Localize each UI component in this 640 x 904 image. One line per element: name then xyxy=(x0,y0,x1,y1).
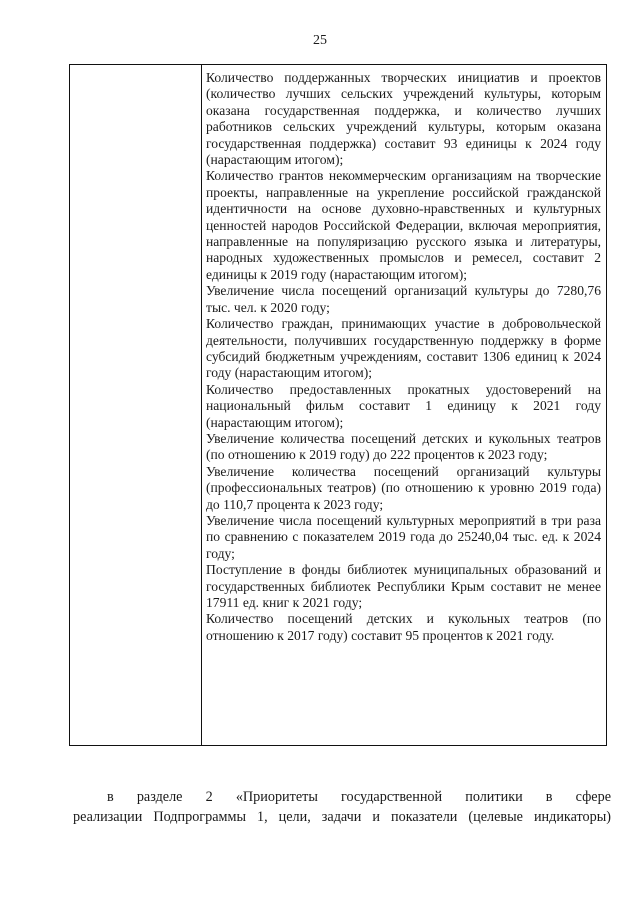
indicators-table xyxy=(69,64,607,746)
indicator-children-theatres-2021: Количество посещений детских и кукольных театров (по отношению к 2017 году) составит 95 процентов к 2021 году. xyxy=(206,611,601,643)
section-paragraph xyxy=(73,787,611,827)
indicator-nonprofit-grants: Количество грантов некоммерческим организациям на творческие проекты, направленные на укрепление российской гражданской идентичности на основе духовно-нравственных и культурных ценностей народов Российской Федерации, включая мероприятия, направленные на популяризацию русского языка и литературы, народных художественных промыслов и ремесел, составит 2 единицы к 2019 году (нарастающим итогом); xyxy=(206,168,601,282)
indicator-film-certificates: Количество предоставленных прокатных удостоверений на национальный фильм составит 1 единицу к 2021 году (нарастающим итогом); xyxy=(206,381,601,430)
paragraph-line-1: в разделе 2 «Приоритеты государственной политики в сфере xyxy=(107,789,611,805)
paragraph-line-2: реализации Подпрограммы 1, цели, задачи и показатели (целевые индикаторы) xyxy=(73,809,611,825)
indicator-creative-initiatives: Количество поддержанных творческих инициатив и проектов (количество лучших сельских учреждений культуры, которым оказана государственная поддержка, и количество лучших работников сельских учреждений культуры, которым оказана государственная поддержка) составит 93 единицы к 2024 году (нарастающим итогом); xyxy=(206,70,601,168)
table-left-cell xyxy=(70,65,202,745)
table-right-cell xyxy=(202,65,606,745)
indicator-library-funds: Поступление в фонды библиотек муниципальных образований и государственных библиотек Республики Крым составит не менее 17911 ед. книг к 2021 году; xyxy=(206,562,601,610)
indicator-children-theatres: Увеличение количества посещений детских и кукольных театров (по отношению к 2019 году) до 222 процентов к 2023 году; xyxy=(206,430,601,463)
indicator-cultural-events: Увеличение числа посещений культурных мероприятий в три раза по сравнению с показателем 2019 года до 25240,04 тыс. ед. к 2024 году; xyxy=(206,512,601,561)
indicator-culture-visits-2020: Увеличение числа посещений организаций культуры до 7280,76 тыс. чел. к 2020 году; xyxy=(206,283,601,315)
indicator-professional-theatres: Увеличение количества посещений организаций культуры (профессиональных театров) (по отношению к уровню 2019 года) до 110,7 процента к 2023 году; xyxy=(206,463,601,512)
page-number: 25 xyxy=(313,33,327,48)
indicator-volunteers: Количество граждан, принимающих участие в добровольческой деятельности, получивших государственную поддержку в форме субсидий бюджетным учреждениям, составит 1306 единиц к 2024 году (нарастающим итогом); xyxy=(206,316,601,381)
